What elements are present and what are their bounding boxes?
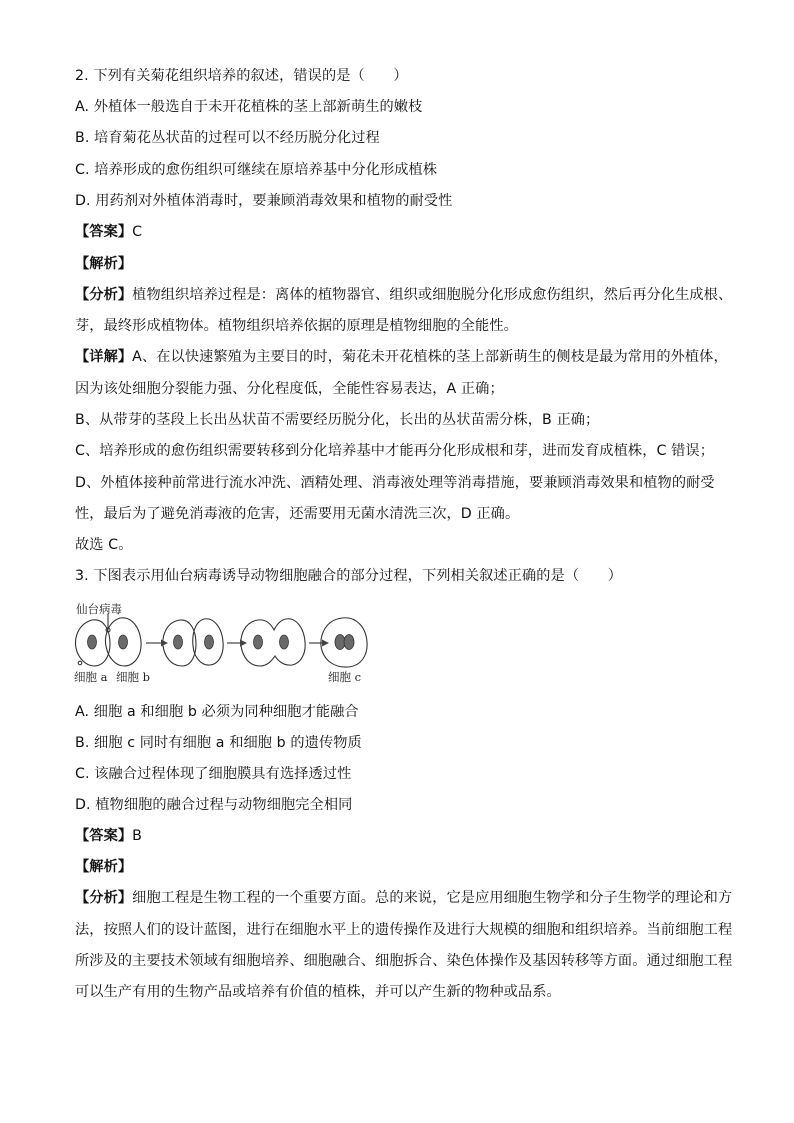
q3-option-a: A. 细胞 a 和细胞 b 必须为同种细胞才能融合 <box>75 704 359 720</box>
stage3-fusing-cells <box>241 619 305 666</box>
stage2-nucleus-right <box>205 635 214 649</box>
q3-option-b: B. 细胞 c 同时有细胞 a 和细胞 b 的遗传物质 <box>75 735 362 751</box>
cell-c-nucleus-right <box>344 635 354 650</box>
q2-xiangjie-tag: 【详解】 <box>75 349 133 365</box>
q2-option-d: D. 用药剂对外植体消毒时，要兼顾消毒效果和植物的耐受性 <box>75 193 453 209</box>
stage3-nucleus-right <box>280 635 289 649</box>
cell-b-nucleus <box>119 635 128 649</box>
q2-fenxi-line-1 <box>75 285 733 305</box>
q3-analysis-title: 【解析】 <box>75 859 133 875</box>
q2-xiangjie-line-5: D、外植体接种前常进行流水冲洗、酒精处理、消毒液处理等消毒措施，要兼顾消毒效果和植物的耐受 <box>75 475 715 491</box>
q3-fenxi-line-4: 可以生产有用的生物产品或培养有价值的植株，并可以产生新的物种或品系。 <box>75 984 561 1000</box>
q3-answer-value: B <box>132 828 142 844</box>
q3-fenxi-line-3: 所涉及的主要技术领域有细胞培养、细胞融合、细胞拆合、染色体操作及基因转移等方面。通过细胞工程 <box>75 953 733 969</box>
q2-xiangjie-line-4: C、培养形成的愈伤组织需要转移到分化培养基中才能再分化形成根和芽，进而发育成植株，C 错误； <box>75 443 714 459</box>
q2-xiangjie-line-6: 性，最后为了避免消毒液的危害，还需要用无菌水清洗三次，D 正确。 <box>75 506 520 522</box>
q3-answer <box>75 826 725 846</box>
q2-xiangjie-line-3: B、从带芽的茎段上长出丛状苗不需要经历脱分化，长出的丛状苗需分株，B 正确； <box>75 412 600 428</box>
q2-analysis-title: 【解析】 <box>75 256 133 272</box>
cell-c-nucleus-left <box>335 635 345 650</box>
q3-option-d: D. 植物细胞的融合过程与动物细胞完全相同 <box>75 797 353 813</box>
q2-fenxi-tag: 【分析】 <box>75 287 133 303</box>
stage2-nucleus-left <box>174 635 183 649</box>
q2-option-a: A. 外植体一般选自于未开花植株的茎上部新萌生的嫩枝 <box>75 99 423 115</box>
q3-fenxi-text-1: 细胞工程是生物工程的一个重要方面。总的来说，它是应用细胞生物学和分子生物学的理论和方 <box>132 890 733 906</box>
q2-answer <box>75 222 725 242</box>
cell-fusion-figure <box>72 600 372 684</box>
q3-option-c: C. 该融合过程体现了细胞膜具有选择透过性 <box>75 766 352 782</box>
q2-fenxi-line-2: 芽，最终形成植物体。植物组织培养依据的原理是植物细胞的全能性。 <box>75 318 518 334</box>
q3-stem: 3. 下图表示用仙台病毒诱导动物细胞融合的部分过程，下列相关叙述正确的是（ ） <box>75 568 622 584</box>
q2-xiangjie-text-1: A、在以快速繁殖为主要目的时，菊花未开花植株的茎上部新萌生的侧枝是最为常用的外植体， <box>132 349 728 365</box>
cell-a-label: 细胞 a <box>74 670 108 684</box>
q2-option-b: B. 培育菊花丛状苗的过程可以不经历脱分化过程 <box>75 130 380 146</box>
virus-label: 仙台病毒 <box>76 602 122 616</box>
q2-fenxi-text-1: 植物组织培养过程是：离体的植物器官、组织或细胞脱分化形成愈伤组织，然后再分化生成根、 <box>132 287 733 303</box>
q2-conclusion: 故选 C。 <box>75 537 133 553</box>
stage3-nucleus-left <box>254 635 263 649</box>
q3-fenxi-tag: 【分析】 <box>75 890 133 906</box>
arrow-3-head <box>322 640 329 647</box>
q2-option-c: C. 培养形成的愈伤组织可继续在原培养基中分化形成植株 <box>75 162 438 178</box>
q2-xiangjie-line-1 <box>75 347 728 367</box>
q3-fenxi-line-1 <box>75 888 733 908</box>
cell-b-label: 细胞 b <box>116 670 151 684</box>
arrow-1-head <box>161 640 168 647</box>
q2-answer-tag: 【答案】 <box>75 224 133 240</box>
cell-c-label: 细胞 c <box>328 670 362 684</box>
q3-fenxi-line-2: 法，按照人们的设计蓝图，进行在细胞水平上的遗传操作及进行大规模的细胞和组织培养。当前细胞工程 <box>75 922 733 938</box>
q2-stem: 2. 下列有关菊花组织培养的叙述，错误的是（ ） <box>75 68 408 84</box>
q3-answer-tag: 【答案】 <box>75 828 133 844</box>
cell-a-nucleus <box>88 635 97 649</box>
q2-xiangjie-line-2: 因为该处细胞分裂能力强、分化程度低，全能性容易表达，A 正确； <box>75 381 504 397</box>
q2-answer-value: C <box>132 224 143 240</box>
arrow-2-head <box>240 640 247 647</box>
virus-particle-2 <box>78 661 82 665</box>
